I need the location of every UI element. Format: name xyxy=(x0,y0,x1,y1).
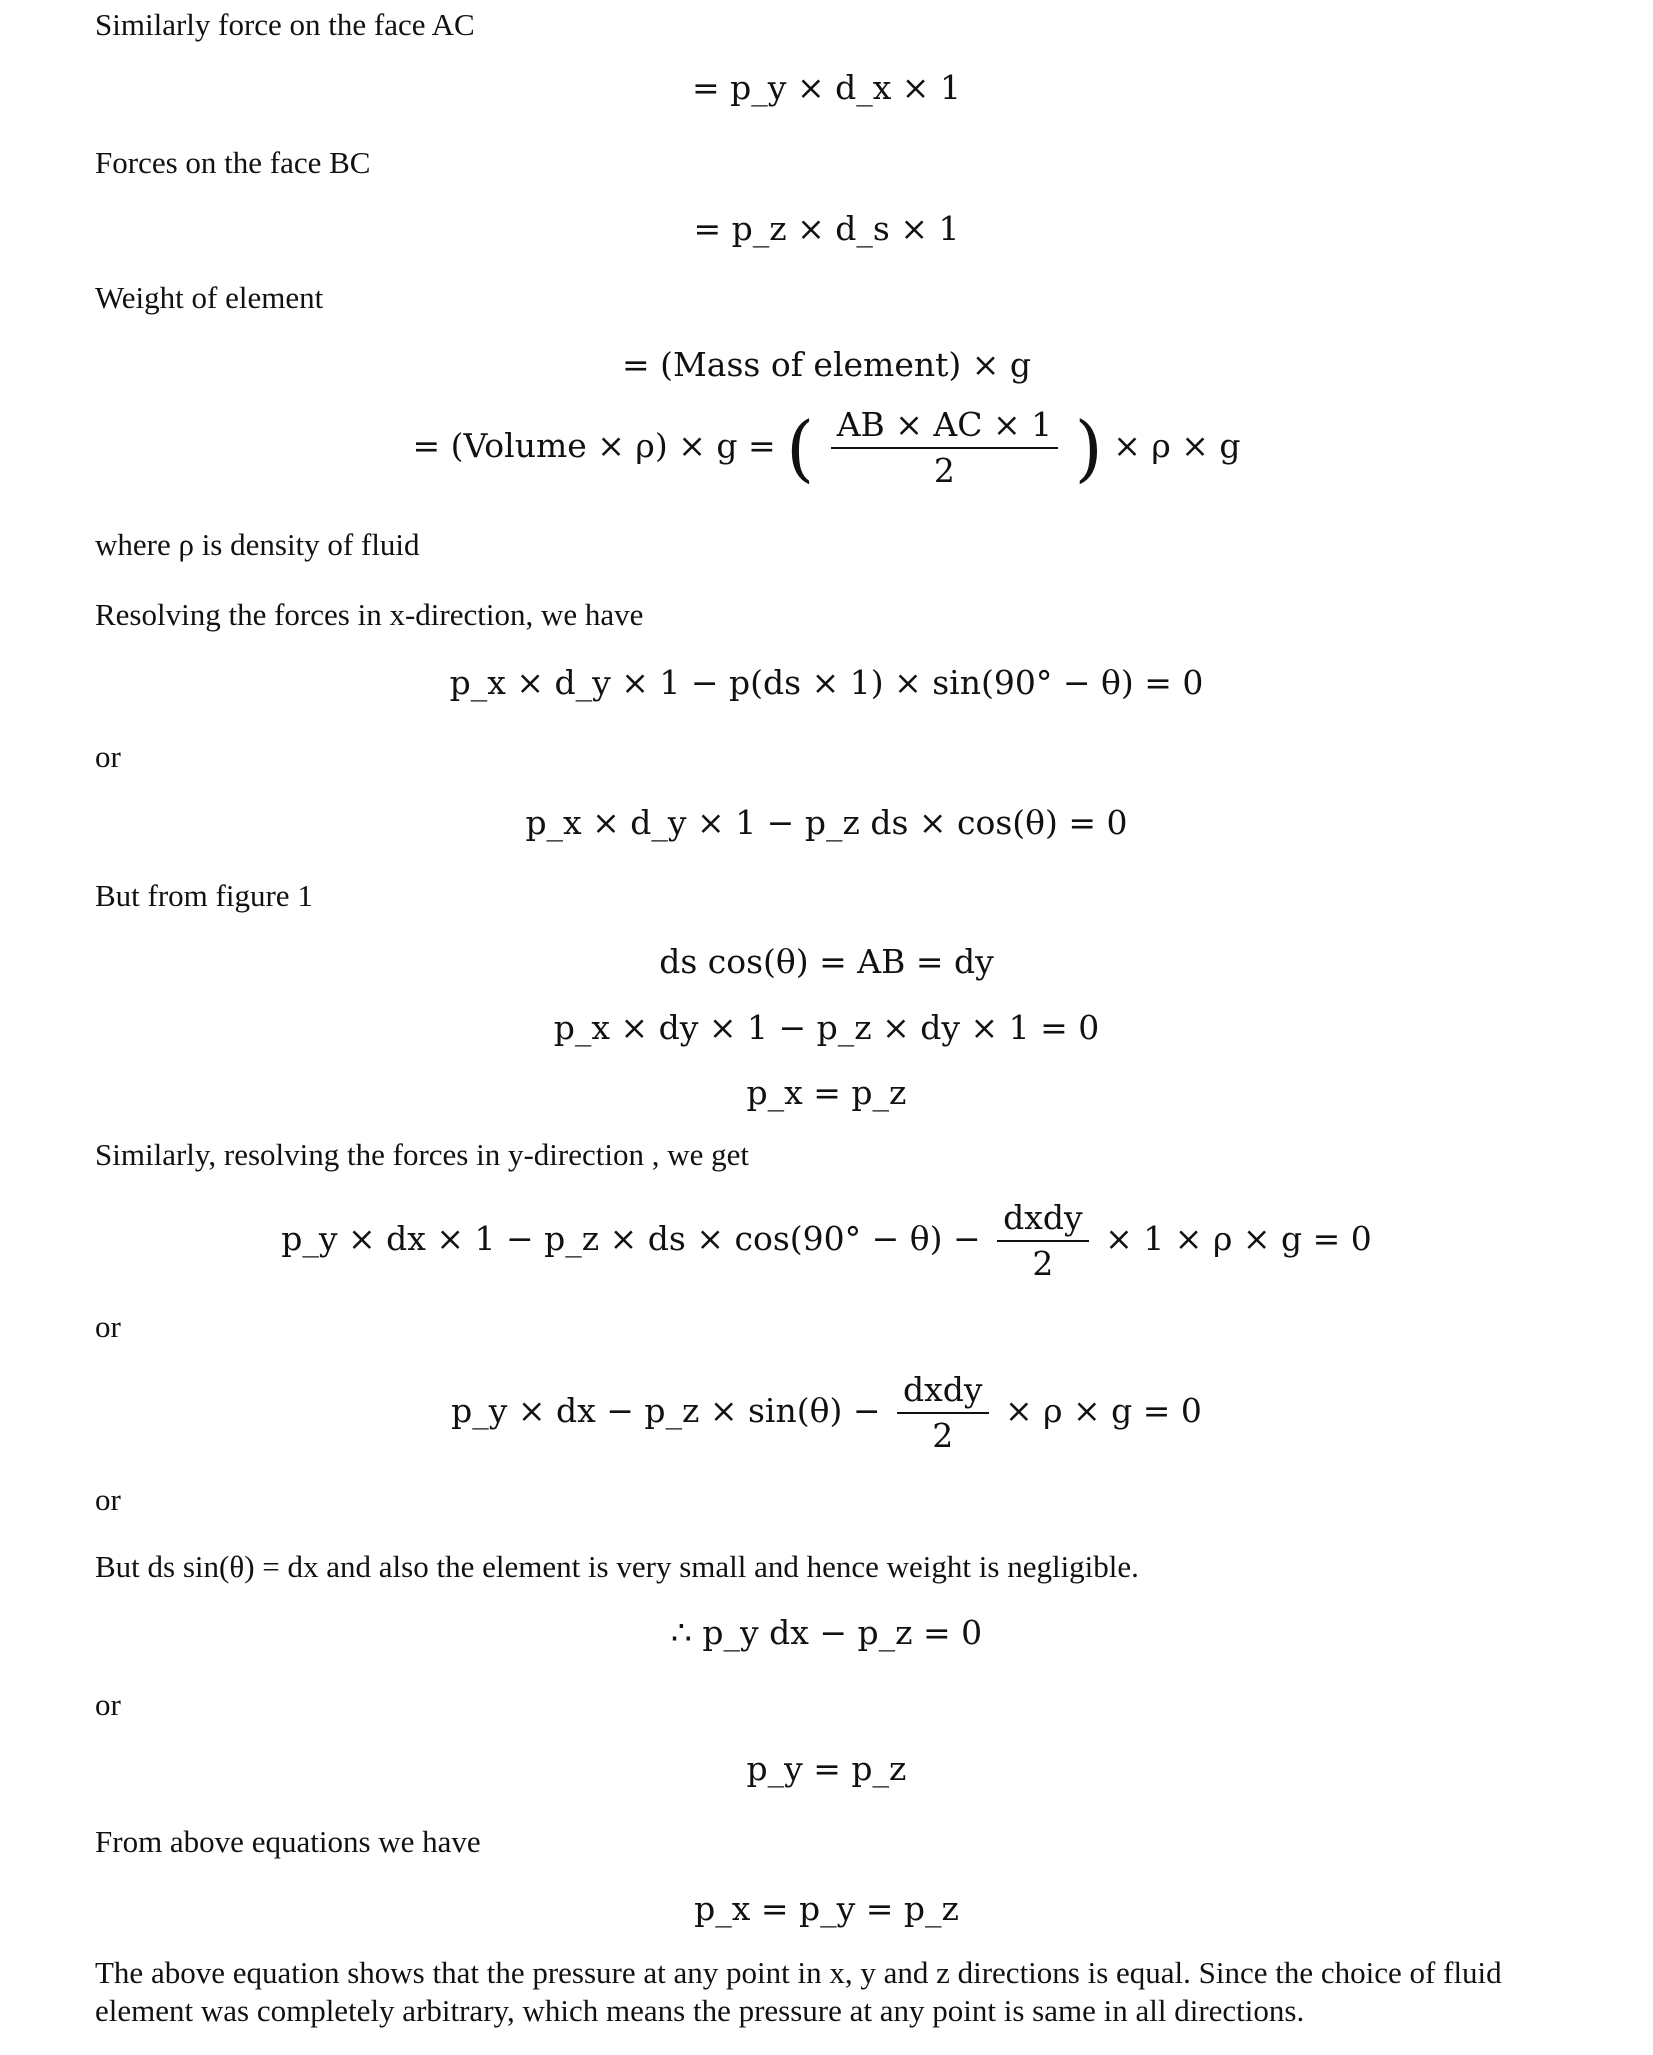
paragraph-face-ac: Similarly force on the face AC xyxy=(95,7,475,42)
paragraph-conclusion: The above equation shows that the pressure at any point in x, y and z directions is equal. Since the choice of fluid element was completely arbitrary, which means the pressure at any point is same in all directions. xyxy=(95,1955,1502,2028)
fraction-numerator: AB × AC × 1 xyxy=(831,405,1058,449)
fraction-numerator: dxdy xyxy=(997,1198,1089,1242)
equation-weight-volume xyxy=(0,405,1653,491)
paragraph-negligible: But ds sin(θ) = dx and also the element is very small and hence weight is negligible. xyxy=(95,1549,1139,1584)
equation-x-2: p_x × d_y × 1 − p_z ds × cos(θ) = 0 xyxy=(525,803,1128,842)
equation-y-1-right: × 1 × ρ × g = 0 xyxy=(1105,1219,1372,1258)
paragraph-resolve-x: Resolving the forces in x-direction, we have xyxy=(95,597,644,632)
equation-therefore: ∴ p_y dx − p_z = 0 xyxy=(670,1613,983,1652)
fraction xyxy=(897,1370,989,1456)
paragraph-from-above: From above equations we have xyxy=(95,1824,481,1859)
equation-weight-volume-left: = (Volume × ρ) × g = xyxy=(412,426,776,465)
paragraph-or-3: or xyxy=(95,1482,121,1517)
equation-px-py-pz: p_x = p_y = p_z xyxy=(694,1889,959,1928)
equation-y-2-right: × ρ × g = 0 xyxy=(1005,1391,1202,1430)
fraction-denominator: 2 xyxy=(933,451,955,490)
paragraph-or-2: or xyxy=(95,1309,121,1344)
paragraph-density: where ρ is density of fluid xyxy=(95,527,420,562)
equation-y-2 xyxy=(0,1370,1653,1456)
equation-x-3: p_x × dy × 1 − p_z × dy × 1 = 0 xyxy=(553,1008,1100,1047)
fraction-denominator: 2 xyxy=(932,1416,954,1455)
paragraph-or-1: or xyxy=(95,739,121,774)
equation-px-pz: p_x = p_z xyxy=(746,1073,907,1112)
equation-force-ac: = p_y × d_x × 1 xyxy=(692,68,961,107)
fraction xyxy=(997,1198,1089,1284)
equation-y-1-left: p_y × dx × 1 − p_z × ds × cos(90° − θ) − xyxy=(281,1219,981,1258)
equation-x-1: p_x × d_y × 1 − p(ds × 1) × sin(90° − θ) = 0 xyxy=(449,663,1204,702)
paragraph-weight: Weight of element xyxy=(95,280,324,315)
equation-force-bc: = p_z × d_s × 1 xyxy=(693,209,960,248)
paragraph-resolve-y: Similarly, resolving the forces in y-direction , we get xyxy=(95,1137,749,1172)
equation-ds-cos: ds cos(θ) = AB = dy xyxy=(659,942,994,981)
equation-y-1 xyxy=(0,1198,1653,1284)
right-paren: ) xyxy=(1074,406,1103,490)
paragraph-or-4: or xyxy=(95,1687,121,1722)
equation-y-2-left: p_y × dx − p_z × sin(θ) − xyxy=(451,1391,881,1430)
left-paren: ( xyxy=(786,406,815,490)
equation-weight-volume-right: × ρ × g xyxy=(1113,426,1241,465)
equation-py-pz: p_y = p_z xyxy=(746,1749,907,1788)
fraction-numerator: dxdy xyxy=(897,1370,989,1414)
fraction-denominator: 2 xyxy=(1032,1244,1054,1283)
equation-weight-mass: = (Mass of element) × g xyxy=(622,345,1031,384)
paragraph-figure: But from figure 1 xyxy=(95,878,313,913)
paragraph-face-bc: Forces on the face BC xyxy=(95,145,371,180)
fraction xyxy=(831,405,1058,491)
